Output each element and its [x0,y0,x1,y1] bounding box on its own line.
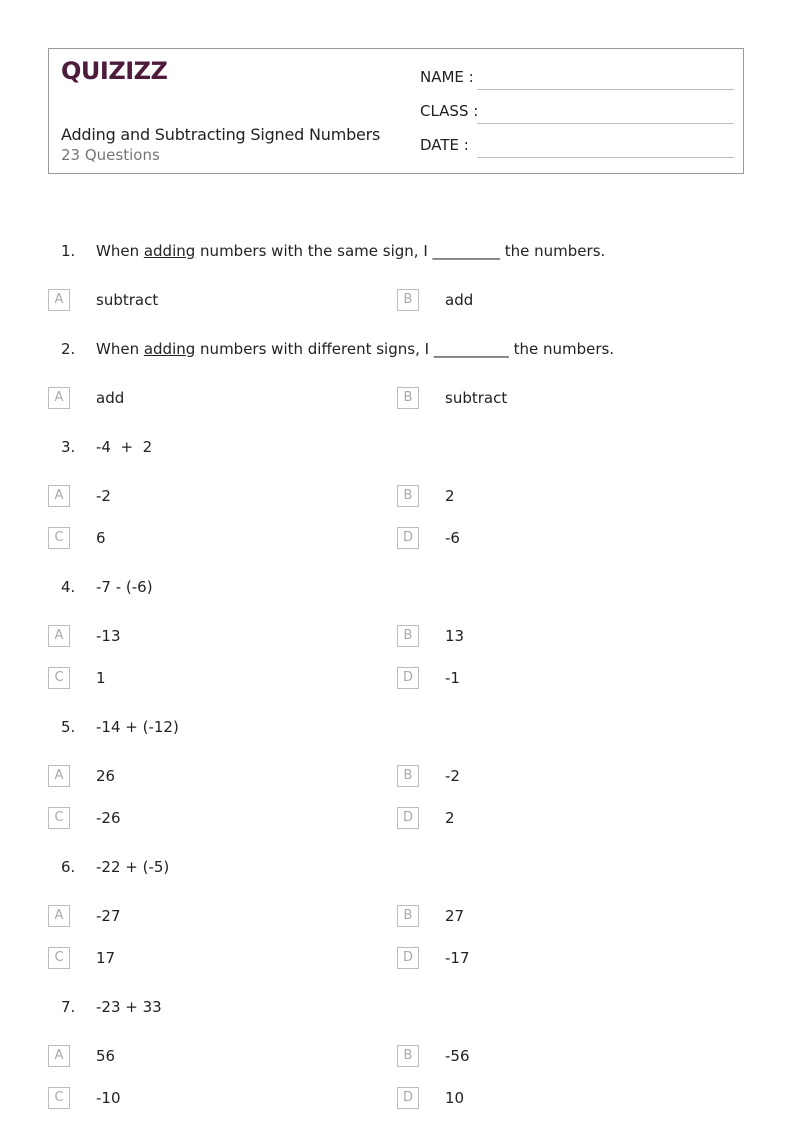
option-letter-box[interactable]: A [48,387,70,409]
q7-option-a[interactable] [48,1045,368,1069]
question-text: When adding numbers with the same sign, I _________ the numbers. [96,242,606,260]
option-letter-box[interactable]: D [397,527,419,549]
option-text: 2 [445,809,455,827]
option-text: -2 [96,487,111,505]
question-6 [0,858,794,882]
class-label: CLASS : [420,102,479,120]
option-text: 2 [445,487,455,505]
option-letter-box[interactable]: C [48,527,70,549]
option-letter-box[interactable]: B [397,387,419,409]
option-letter-box[interactable]: B [397,485,419,507]
date-label: DATE : [420,136,469,154]
option-text: subtract [96,291,159,309]
class-field[interactable] [420,102,734,126]
option-text: subtract [445,389,508,407]
option-letter-box[interactable]: C [48,807,70,829]
question-7 [0,998,794,1022]
option-text: -27 [96,907,121,925]
q5-option-b[interactable] [397,765,717,789]
q2-option-b[interactable] [397,387,717,411]
option-text: -26 [96,809,121,827]
question-1 [0,242,794,266]
question-number: 7. [61,998,76,1016]
q4-option-b[interactable] [397,625,717,649]
underlined-word: adding [143,340,196,358]
q7-option-b[interactable] [397,1045,717,1069]
option-letter-box[interactable]: B [397,289,419,311]
option-letter-box[interactable]: D [397,667,419,689]
option-text: -1 [445,669,460,687]
option-text: add [96,389,125,407]
q5-option-a[interactable] [48,765,368,789]
question-number: 5. [61,718,76,736]
option-letter-box[interactable]: A [48,765,70,787]
option-letter-box[interactable]: B [397,905,419,927]
underlined-word: adding [143,242,196,260]
q2-option-a[interactable] [48,387,368,411]
question-number: 1. [61,242,76,260]
date-line[interactable] [477,157,734,158]
q6-option-a[interactable] [48,905,368,929]
q6-option-d[interactable] [397,947,717,971]
q7-option-d[interactable] [397,1087,717,1111]
q7-option-c[interactable] [48,1087,368,1111]
question-text: -4 + 2 [96,438,153,456]
question-text: -22 + (-5) [96,858,170,876]
q5-option-c[interactable] [48,807,368,831]
worksheet-header [48,48,744,174]
option-text: 6 [96,529,106,547]
q4-option-d[interactable] [397,667,717,691]
question-2 [0,340,794,364]
q3-option-a[interactable] [48,485,368,509]
name-line[interactable] [477,89,734,90]
question-text: -14 + (-12) [96,718,179,736]
option-text: 27 [445,907,465,925]
option-letter-box[interactable]: A [48,905,70,927]
question-text: -23 + 33 [96,998,162,1016]
option-text: 10 [445,1089,465,1107]
q4-option-a[interactable] [48,625,368,649]
option-text: add [445,291,474,309]
question-text: -7 - (-6) [96,578,153,596]
option-letter-box[interactable]: C [48,667,70,689]
question-5 [0,718,794,742]
option-text: -17 [445,949,470,967]
option-letter-box[interactable]: A [48,485,70,507]
q3-option-d[interactable] [397,527,717,551]
option-letter-box[interactable]: B [397,1045,419,1067]
option-text: -6 [445,529,460,547]
q5-option-d[interactable] [397,807,717,831]
name-label: NAME : [420,68,474,86]
question-number: 2. [61,340,76,358]
option-text: 56 [96,1047,116,1065]
date-field[interactable] [420,136,734,160]
option-text: 17 [96,949,116,967]
option-letter-box[interactable]: B [397,625,419,647]
option-letter-box[interactable]: C [48,947,70,969]
option-letter-box[interactable]: B [397,765,419,787]
question-text: When adding numbers with different signs, I __________ the numbers. [96,340,615,358]
q4-option-c[interactable] [48,667,368,691]
q1-option-a[interactable] [48,289,368,313]
question-count: 23 Questions [61,146,160,164]
option-text: -2 [445,767,460,785]
option-letter-box[interactable]: D [397,947,419,969]
q1-option-b[interactable] [397,289,717,313]
question-number: 3. [61,438,76,456]
option-letter-box[interactable]: A [48,625,70,647]
option-text: 1 [96,669,106,687]
option-text: -13 [96,627,121,645]
option-letter-box[interactable]: D [397,807,419,829]
option-letter-box[interactable]: D [397,1087,419,1109]
quizizz-logo: QUIZIZZ [61,57,168,85]
question-3 [0,438,794,462]
question-number: 6. [61,858,76,876]
option-text: 26 [96,767,116,785]
question-4 [0,578,794,602]
q6-option-b[interactable] [397,905,717,929]
class-line[interactable] [477,123,734,124]
q6-option-c[interactable] [48,947,368,971]
option-text: -10 [96,1089,121,1107]
option-letter-box[interactable]: A [48,1045,70,1067]
q3-option-c[interactable] [48,527,368,551]
option-letter-box[interactable]: A [48,289,70,311]
option-text: 13 [445,627,465,645]
option-letter-box[interactable]: C [48,1087,70,1109]
question-number: 4. [61,578,76,596]
name-field[interactable] [420,68,734,92]
q3-option-b[interactable] [397,485,717,509]
option-text: -56 [445,1047,470,1065]
worksheet-title: Adding and Subtracting Signed Numbers [61,125,381,144]
